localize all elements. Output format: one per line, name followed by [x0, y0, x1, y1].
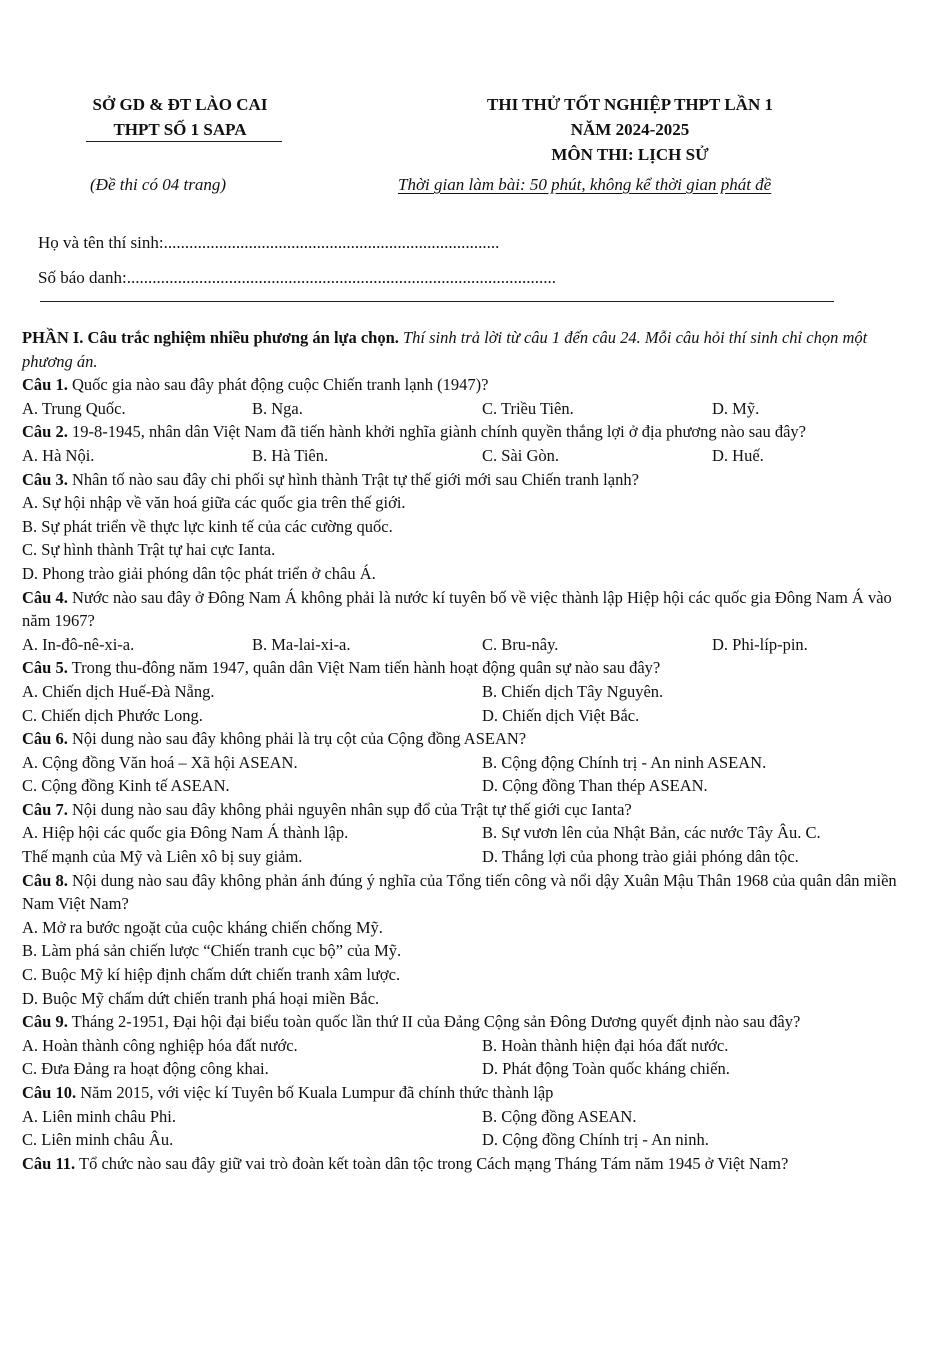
school-underline [86, 141, 282, 142]
option-c: C. Sự hình thành Trật tự hai cực Ianta. [22, 540, 276, 560]
option-b: B. Cộng đồng ASEAN. [482, 1106, 637, 1126]
option-b: B. Cộng động Chính trị - An ninh ASEAN. [482, 752, 767, 772]
question-7 [22, 798, 907, 822]
option-d: D. Cộng đồng Chính trị - An ninh. [482, 1130, 709, 1150]
exam-header [420, 92, 840, 167]
department-name: SỞ GD & ĐT LÀO CAI [92, 95, 268, 114]
options-row [22, 633, 907, 657]
option-b: B. Nga. [252, 398, 303, 418]
part-title: PHẦN I. Câu trắc nghiệm nhiều phương án lựa chọn. [22, 328, 399, 347]
option-c: C. Sài Gòn. [482, 445, 560, 465]
options-row [22, 821, 907, 845]
option-c: C. Liên minh châu Âu. [22, 1130, 174, 1150]
option-d: D. Phong trào giải phóng dân tộc phát triển ở châu Á. [22, 563, 376, 583]
school-header [50, 92, 310, 142]
question-number: Câu 8. [22, 870, 68, 890]
question-1 [22, 373, 907, 397]
question-text: Nhân tố nào sau đây chi phối sự hình thành Trật tự thế giới mới sau Chiến tranh lạnh? [71, 469, 639, 489]
question-3 [22, 468, 907, 492]
option-d: D. Phi-líp-pin. [712, 634, 808, 654]
question-11 [22, 1152, 907, 1176]
options-row [22, 845, 907, 869]
pages-note: (Đề thi có 04 trang) [90, 175, 226, 194]
options-row [22, 444, 907, 468]
option-c: C. Bru-nây. [482, 634, 559, 654]
option-d: D. Huế. [712, 445, 764, 465]
option-b: B. Ma-lai-xi-a. [252, 634, 351, 654]
option-b: B. Làm phá sản chiến lược “Chiến tranh cục bộ” của Mỹ. [22, 941, 402, 961]
question-number: Câu 4. [22, 587, 68, 607]
option-b: B. Hà Tiên. [252, 445, 329, 465]
part-intro [22, 326, 907, 373]
candidate-number-field: Số báo danh:..................................................................................................... [38, 268, 557, 287]
exam-subject: MÔN THI: LỊCH SỬ [551, 145, 709, 164]
question-number: Câu 7. [22, 799, 68, 819]
question-text: Nội dung nào sau đây không phải nguyên nhân sụp đổ của Trật tự thế giới cục Ianta? [71, 799, 632, 819]
exam-title: THI THỬ TỐT NGHIỆP THPT LẦN 1 [487, 95, 773, 114]
option-d: D. Phát động Toàn quốc kháng chiến. [482, 1059, 730, 1079]
candidate-name-field: Họ và tên thí sinh:............................................................................... [38, 233, 500, 252]
question-text: 19-8-1945, nhân dân Việt Nam đã tiến hành khởi nghĩa giành chính quyền thắng lợi ở địa phương nào sau đây? [71, 422, 806, 442]
question-4 [22, 586, 907, 633]
option-b: B. Sự vươn lên của Nhật Bản, các nước Tây Âu. C. [482, 823, 821, 843]
option-c: C. Đưa Đảng ra hoạt động công khai. [22, 1059, 269, 1079]
options-row [22, 704, 907, 728]
question-text: Trong thu-đông năm 1947, quân dân Việt Nam tiến hành hoạt động quân sự nào sau đây? [71, 658, 661, 678]
question-text: Tổ chức nào sau đây giữ vai trò đoàn kết toàn dân tộc trong Cách mạng Tháng Tám năm 1945 ở Việt Nam? [79, 1153, 789, 1173]
option-a: A. Cộng đồng Văn hoá – Xã hội ASEAN. [22, 752, 298, 772]
question-8 [22, 869, 907, 916]
question-text: Nước nào sau đây ở Đông Nam Á không phải là nước kí tuyên bố về việc thành lập Hiệp hội các quốc gia Đông Nam Á vào năm 1967? [22, 587, 892, 631]
option-d: D. Mỹ. [712, 398, 760, 418]
question-number: Câu 1. [22, 375, 68, 395]
option-c: C. Triều Tiên. [482, 398, 574, 418]
question-5 [22, 656, 907, 680]
question-text: Quốc gia nào sau đây phát động cuộc Chiến tranh lạnh (1947)? [71, 375, 489, 395]
question-number: Câu 9. [22, 1012, 68, 1032]
option-a: A. Mở ra bước ngoặt của cuộc kháng chiến chống Mỹ. [22, 917, 383, 937]
option-a: A. In-đô-nê-xi-a. [22, 634, 135, 654]
options-row [22, 1105, 907, 1129]
options-row [22, 680, 907, 704]
option-b: B. Hoàn thành hiện đại hóa đất nước. [482, 1035, 729, 1055]
exam-content [22, 326, 907, 1175]
option-a: A. Trung Quốc. [22, 398, 126, 418]
question-text: Tháng 2-1951, Đại hội đại biểu toàn quốc lần thứ II của Đảng Cộng sản Đông Dương quyết định nào sau đây? [71, 1012, 801, 1032]
question-6 [22, 727, 907, 751]
header-divider [40, 301, 834, 302]
option-a: A. Liên minh châu Phi. [22, 1106, 176, 1126]
option-b: B. Chiến dịch Tây Nguyên. [482, 681, 664, 701]
options-row [22, 774, 907, 798]
time-note: Thời gian làm bài: 50 phút, không kể thời gian phát đề [398, 175, 772, 194]
option-b: B. Sự phát triển về thực lực kinh tế của các cường quốc. [22, 516, 393, 536]
option-a: A. Sự hội nhập về văn hoá giữa các quốc gia trên thế giới. [22, 493, 406, 513]
option-d: D. Chiến dịch Việt Bắc. [482, 705, 640, 725]
part-instruction: Thí sinh trả lời từ câu 1 đến câu 24. Mỗi câu hỏi thí sinh chỉ chọn một phương án. [22, 328, 868, 371]
option-a: A. Chiến dịch Huế-Đà Nẵng. [22, 681, 215, 701]
option-c: C. Buộc Mỹ kí hiệp định chấm dứt chiến tranh xâm lược. [22, 965, 401, 985]
question-number: Câu 6. [22, 729, 68, 749]
school-name: THPT SỐ 1 SAPA [113, 120, 247, 139]
option-c: C. Chiến dịch Phước Long. [22, 705, 203, 725]
option-d: D. Thắng lợi của phong trào giải phóng dân tộc. [482, 847, 799, 867]
option-c: Thế mạnh của Mỹ và Liên xô bị suy giảm. [22, 847, 303, 867]
options-row [22, 1034, 907, 1058]
question-text: Nội dung nào sau đây không phải là trụ cột của Cộng đồng ASEAN? [71, 729, 527, 749]
option-d: D. Cộng đồng Than thép ASEAN. [482, 776, 708, 796]
options-row [22, 397, 907, 421]
options-row [22, 1128, 907, 1152]
options-row [22, 751, 907, 775]
question-number: Câu 2. [22, 422, 68, 442]
question-number: Câu 10. [22, 1083, 77, 1102]
question-number: Câu 11. [22, 1153, 76, 1173]
question-number: Câu 5. [22, 658, 68, 678]
question-10 [22, 1081, 907, 1105]
option-a: A. Hoàn thành công nghiệp hóa đất nước. [22, 1035, 298, 1055]
option-a: A. Hiệp hội các quốc gia Đông Nam Á thành lập. [22, 823, 349, 843]
question-2 [22, 420, 907, 444]
option-c: C. Cộng đồng Kinh tế ASEAN. [22, 776, 230, 796]
option-d: D. Buộc Mỹ chấm dứt chiến tranh phá hoại miền Bắc. [22, 988, 380, 1008]
question-text: Nội dung nào sau đây không phản ánh đúng ý nghĩa của Tổng tiến công và nổi dậy Xuân Mậu Thân 1968 của quân dân miền Nam Việt Nam? [22, 870, 897, 914]
question-number: Câu 3. [22, 469, 68, 489]
question-text: Năm 2015, với việc kí Tuyên bố Kuala Lumpur đã chính thức thành lập [80, 1083, 554, 1102]
question-9 [22, 1010, 907, 1034]
option-a: A. Hà Nội. [22, 445, 95, 465]
options-row [22, 1057, 907, 1081]
exam-year: NĂM 2024-2025 [570, 120, 690, 139]
